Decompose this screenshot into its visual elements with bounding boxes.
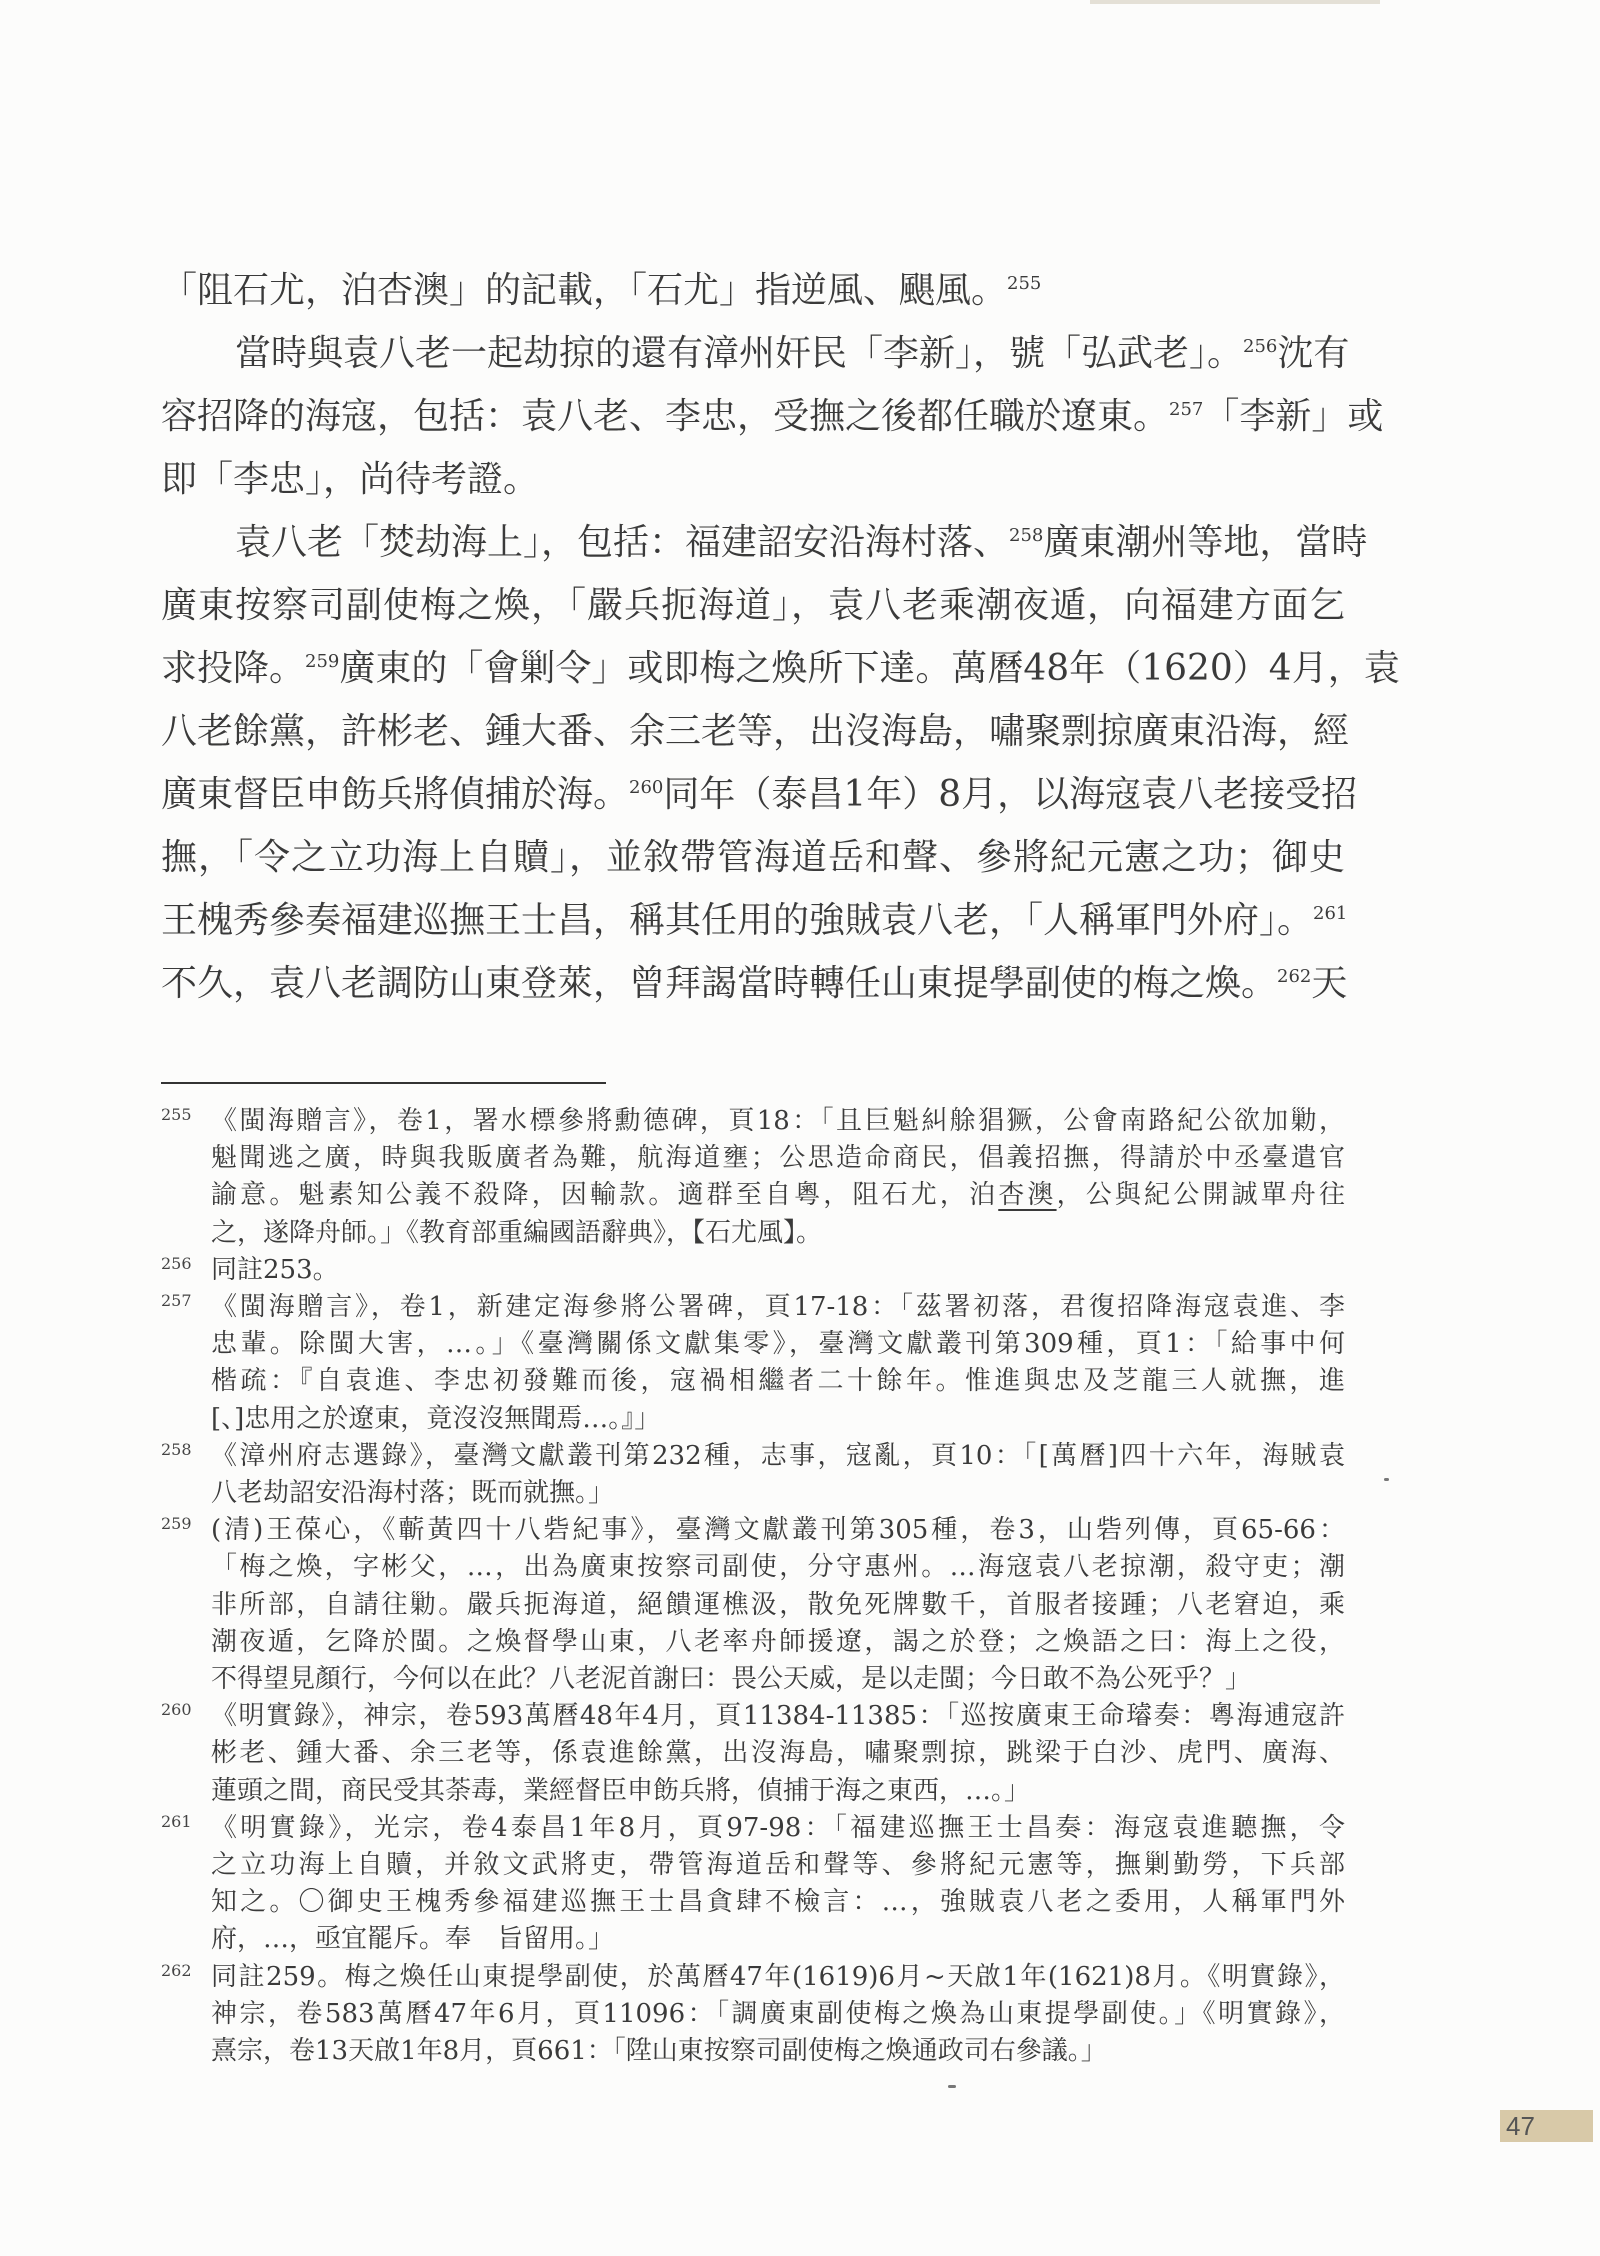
text-run: ，公與紀公開誠單舟往 [1056,1180,1345,1211]
footnote-number: 255 [161,1105,192,1124]
footnote-number: 256 [161,1253,192,1273]
text-run: 蓮頭之間，商民受其荼毒，業經督臣申飭兵將，偵捕于海之東西，…。」 [211,1775,1031,1806]
footnote-line [211,1735,1345,1772]
text-run: 袁八老「焚劫海上」，包括：福建詔安沿海村落、 [235,522,1010,563]
body-line [161,448,1345,511]
text-run: 知之。〇御史王槐秀參福建巡撫王士昌貪肆不檢言：…，強賊袁八老之委用，人稱軍門外 [211,1887,1345,1918]
footnote-line [211,1215,1345,1252]
footnote-line [211,1996,1345,2033]
body-line [161,889,1348,952]
body-line [161,322,1350,385]
footnote-line [211,1252,1345,1289]
footnote-line [211,1773,1345,1810]
body-line [161,952,1348,1015]
footnote-ref: 257 [1169,398,1204,420]
text-run: 《閩海贈言》，卷1，署水標參將勳德碑，頁18：「且巨魁糾艅猖獗，公會南路紀公欲加勦， [211,1106,1345,1136]
footnote-number: 257 [161,1291,192,1310]
underlined-text: 杏澳 [998,1180,1057,1211]
text-run: 王槐秀參奏福建巡撫王士昌，稱其任用的強賊袁八老，「人稱軍門外府」。 [161,900,1314,941]
text-run: 「阻石尤，泊杏澳」的記載，「石尤」指逆風、颶風。 [161,270,1008,311]
body-line [161,511,1368,574]
text-run: 求投降。 [161,648,306,689]
text-run: 廣東潮州等地，當時 [1043,522,1368,563]
text-run: 之，遂降舟師。」《教育部重編國語辭典》，【石尤風】。 [211,1217,823,1248]
footnote-number: 258 [161,1439,192,1459]
footnote-line [211,2033,1345,2070]
footnote-line [211,1475,1345,1512]
footnote-line [211,1587,1345,1624]
body-line [161,826,1345,889]
body-line [161,637,1400,700]
footnote-number: 260 [161,1700,192,1720]
text-run: 不久，袁八老調防山東登萊，曾拜謁當時轉任山東提學副使的梅之煥。 [161,963,1278,1004]
footnote-ref: 262 [1277,965,1312,987]
text-run: 八老餘黨，許彬老、鍾大番、余三老等，出沒海島，嘯聚剽掠廣東沿海，經 [161,711,1350,752]
text-run: 當時與袁八老一起劫掠的還有漳州奸民「李新」，號「弘武老」。 [235,333,1244,374]
footnote-line [211,1326,1345,1363]
text-run: 同年（泰昌1年）8月，以海寇袁八老接受招 [663,774,1358,815]
text-run: 天 [1311,963,1348,1004]
text-run: 《明實錄》，光宗，卷4泰昌1年8月，頁97-98：「福建巡撫王士昌奏：海寇袁進聽撫，令 [211,1812,1345,1843]
footnote-line [211,1512,1345,1549]
footnote-line [211,1289,1345,1326]
footnote-line [211,1438,1345,1475]
footnote-line [211,1140,1345,1177]
footnote-ref: 255 [1007,272,1042,294]
footnote-ref: 260 [629,776,664,798]
text-run: [、]忠用之於遼東，竟沒沒無聞焉…。』」 [211,1403,661,1434]
text-run: 《漳州府志選錄》，臺灣文獻叢刊第232種，志事，寇亂，頁10：「[萬曆]四十六年，海賊袁 [211,1440,1345,1471]
footnote-ref: 261 [1313,902,1348,924]
footnote-line [211,1884,1345,1921]
text-run: 廣東督臣申飭兵將偵捕於海。 [161,774,630,815]
footnote-line [211,1103,1345,1140]
footnote-number: 262 [161,1960,192,1980]
text-run: 同註253。 [211,1254,339,1285]
footnote-line [211,1177,1345,1214]
scan-speck [948,2085,956,2088]
body-line [161,700,1350,763]
text-run: 沈有 [1277,333,1350,374]
text-run: 諭意。魁素知公義不殺降，因輸款。適群至自粵，阻石尤，泊 [211,1180,999,1211]
text-run: 廣東按察司副使梅之煥，「嚴兵扼海道」，袁八老乘潮夜遁，向福建方面乞 [161,585,1345,626]
text-run: 撫，「令之立功海上自贖」，並敘帶管海道岳和聲、參將紀元憲之功；御史 [161,837,1345,878]
scan-edge-mark [1090,0,1380,4]
footnote-separator [161,1082,606,1084]
scan-speck [1384,1478,1389,1481]
body-line [161,763,1358,826]
text-run: 潮夜遁，乞降於閩。之煥督學山東，八老率舟師援遼，謁之於登；之煥語之曰：海上之役， [211,1626,1345,1657]
text-run: 彬老、鍾大番、余三老等，係袁進餘黨，出沒海島，嘯聚剽掠，跳梁于白沙、虎門、廣海、 [211,1738,1345,1769]
text-run: 府，…，亟宜罷斥。奉 旨留用。」 [211,1924,615,1955]
text-run: 熹宗，卷13天啟1年8月，頁661：「陞山東按察司副使梅之煥通政司右參議。」 [211,2036,1107,2066]
footnote-ref: 258 [1009,524,1044,546]
footnote-line [211,1549,1345,1586]
page-number: 47 [1500,2110,1593,2142]
footnote-line [211,1363,1345,1400]
footnote-line [211,1847,1345,1884]
text-run: 神宗，卷583萬曆47年6月，頁11096：「調廣東副使梅之煥為山東提學副使。」《明實錄》， [211,1998,1345,2029]
footnote-line [211,1959,1345,1996]
footnote-number: 261 [161,1811,192,1831]
text-run: 容招降的海寇，包括：袁八老、李忠，受撫之後都任職於遼東。 [161,396,1170,437]
text-run: 同註259。梅之煥任山東提學副使，於萬曆47年(1619)6月~天啟1年(1621)8月。《明實錄》， [211,1961,1345,1992]
body-line [161,574,1345,637]
text-run: 「梅之煥，字彬父，…，出為廣東按察司副使，分守惠州。…海寇袁八老掠潮，殺守吏；潮 [211,1552,1345,1583]
text-run: 不得望見顏行，今何以在此？八老泥首謝曰：畏公天威，是以走閩；今日敢不為公死乎？」 [211,1664,1252,1694]
text-run: 廣東的「會剿令」或即梅之煥所下達。萬曆48年（1620）4月，袁 [339,648,1400,689]
text-run: 忠輩。除閩大害，…。」《臺灣關係文獻集零》，臺灣文獻叢刊第309種，頁1：「給事中何 [211,1329,1345,1360]
footnote-line [211,1624,1345,1661]
text-run: 楷疏：『自袁進、李忠初發難而後，寇禍相繼者二十餘年。惟進與忠及芝龍三人就撫，進 [211,1366,1345,1397]
text-run: 《明實錄》，神宗，卷593萬曆48年4月，頁11384-11385：「巡按廣東王命璿奏：粵海逋寇許 [211,1701,1345,1732]
text-run: 之立功海上自贖，并敘文武將吏，帶管海道岳和聲等、參將紀元憲等，撫剿勤勞，下兵部 [211,1850,1345,1880]
footnote-ref: 256 [1243,335,1278,357]
footnote-ref: 259 [305,650,340,672]
footnote-line [211,1401,1345,1438]
footnote-number: 259 [161,1514,192,1534]
text-run: 非所部，自請往勦。嚴兵扼海道，絕饋運樵汲，散免死牌數千，首服者接踵；八老窘迫，乘 [211,1589,1345,1620]
text-run: 《閩海贈言》，卷1，新建定海參將公署碑，頁17-18：「茲署初落，君復招降海寇袁進、李 [211,1292,1345,1322]
text-run: 八老劫詔安沿海村落；既而就撫。」 [211,1478,615,1508]
text-run: 魁聞逃之廣，時與我販廣者為難，航海道壅；公思造命商民，倡義招撫，得請於中丞臺遣官 [211,1143,1345,1174]
text-run: (清)王葆心，《蘄黃四十八砦紀事》，臺灣文獻叢刊第305種，卷3，山砦列傳，頁65-66： [211,1515,1345,1546]
body-line [161,259,1345,322]
footnote-line [211,1810,1345,1847]
text-run: 「李新」或 [1203,396,1384,437]
footnote-line [211,1661,1345,1698]
footnote-line [211,1921,1345,1958]
text-run: 即「李忠」，尚待考證。 [161,459,540,500]
footnote-line [211,1698,1345,1735]
body-line [161,385,1384,448]
